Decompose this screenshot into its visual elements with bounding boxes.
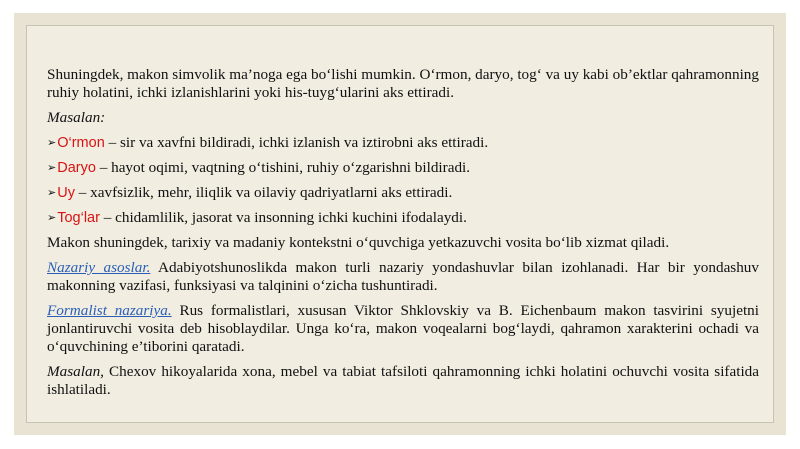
bullet-text: – sir va xavfni bildiradi, ichki izlanish va iztirobni aks ettiradi. [104, 134, 489, 151]
bullet-content [57, 134, 488, 152]
bullet-content [57, 159, 470, 177]
example-label: Masalan: [47, 109, 106, 126]
intro-paragraph: Shuningdek, makon simvolik ma’noga ega bo‘lishi mumkin. O‘rmon, daryo, tog‘ va uy kabi ob’ektlar qahramonning ruhiy holatini, ichki izlanishlarini yoki his-tuyg‘ularini aks ettiradi. [47, 66, 759, 101]
slide-text-box [26, 25, 774, 423]
chekhov-text: Chexov hikoyalarida xona, mebel va tabiat tafsiloti qahramonning ichki holatini ochuvchi vosita sifatida ishlatiladi. [47, 363, 759, 398]
bullet-text: – xavfsizlik, mehr, iliqlik va oilaviy qadriyatlarni aks ettiradi. [74, 184, 453, 201]
bullet-content [57, 184, 452, 202]
theory-text: Adabiyotshunoslikda makon turli nazariy yondashuvlar bilan izohlanadi. Har bir yondashuv makonning vazifasi, funksiyasi va talqinini o‘zicha tushuntiradi. [47, 259, 759, 294]
bullet-item-mountains [47, 209, 759, 227]
chekhov-paragraph [47, 363, 759, 399]
arrow-bullet-icon: ➢ [47, 136, 57, 149]
arrow-bullet-icon: ➢ [47, 186, 57, 199]
bullet-item-river [47, 159, 759, 177]
context-paragraph: Makon shuningdek, tarixiy va madaniy kontekstni o‘quvchiga yetkazuvchi vosita bo‘lib xizmat qiladi. [47, 234, 670, 251]
chekhov-label: Masalan, [47, 363, 104, 380]
theory-link[interactable]: Nazariy asoslar. [47, 259, 151, 276]
bullet-content [57, 209, 467, 227]
formalist-paragraph [47, 302, 759, 356]
bullet-term: O‘rmon [57, 135, 105, 151]
bullet-item-forest [47, 134, 759, 152]
formalist-link[interactable]: Formalist nazariya. [47, 302, 172, 319]
bullet-term: Uy [57, 185, 75, 201]
bullet-text: – chidamlilik, jasorat va insonning ichki kuchini ifodalaydi. [99, 209, 467, 226]
theory-paragraph [47, 259, 759, 295]
arrow-bullet-icon: ➢ [47, 161, 57, 174]
bullet-text: – hayot oqimi, vaqtning o‘tishini, ruhiy o‘zgarishni bildiradi. [95, 159, 471, 176]
bullet-term: Daryo [57, 160, 96, 176]
arrow-bullet-icon: ➢ [47, 211, 57, 224]
page-background [14, 13, 786, 435]
formalist-text: Rus formalistlari, xususan Viktor Shklovskiy va B. Eichenbaum makon tasvirini syujetni jonlantiruvchi vosita deb hisoblaydilar. Unga ko‘ra, makon voqealarni bog‘laydi, qahramon xarakterini ochadi va o‘quvchining e’tiborini qaratadi. [47, 302, 759, 355]
bullet-item-house [47, 184, 759, 202]
bullet-term: Tog‘lar [57, 210, 100, 226]
